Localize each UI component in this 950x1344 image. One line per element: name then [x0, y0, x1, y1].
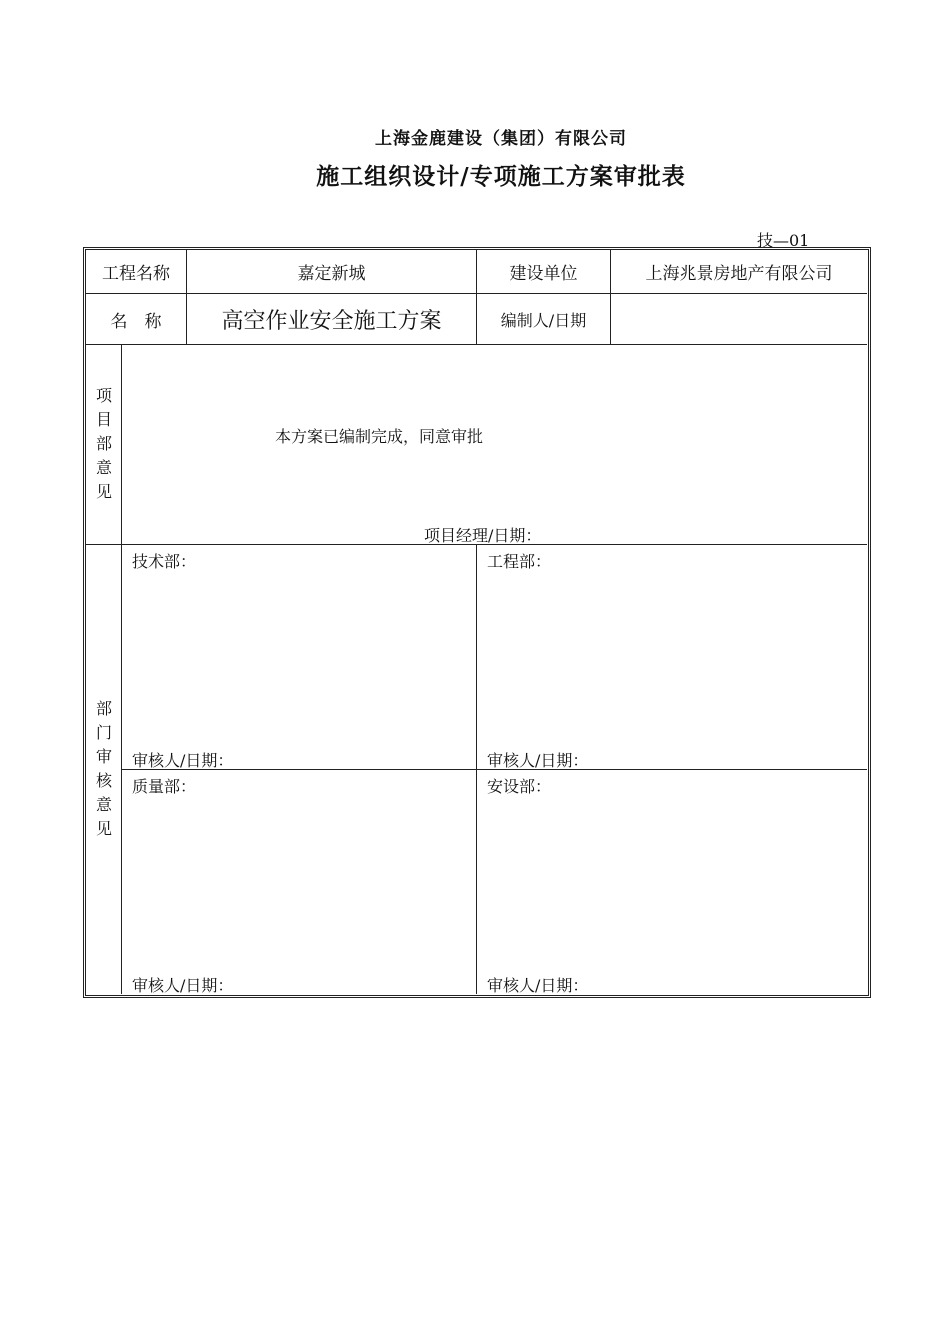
col-divider [121, 344, 122, 994]
company-name: 上海金鹿建设（集团）有限公司 [375, 129, 627, 149]
tech-reviewer-date-label: 审核人/日期： [132, 751, 234, 770]
builder-value: 上海兆景房地产有限公司 [645, 264, 833, 284]
form-title: 施工组织设计/专项施工方案审批表 [316, 163, 686, 190]
side-char: 部 [95, 699, 112, 718]
eng-reviewer-date-label: 审核人/日期： [487, 751, 589, 770]
side-char: 意 [95, 795, 112, 814]
compiler-label: 编制人/日期 [500, 310, 587, 330]
dept-review-side-label [92, 697, 116, 841]
row-divider [86, 344, 867, 345]
safety-dept-label: 安设部： [487, 777, 552, 796]
safety-reviewer-date-label: 审核人/日期： [487, 976, 589, 995]
side-char: 门 [95, 723, 112, 742]
eng-dept-label: 工程部： [487, 552, 552, 571]
project-name-value: 嘉定新城 [297, 264, 366, 284]
compiler-value[interactable] [611, 294, 867, 344]
name-label: 名 称 [110, 311, 162, 332]
side-char: 项 [95, 386, 112, 405]
project-name-label: 工程名称 [102, 264, 170, 284]
plan-name-value: 高空作业安全施工方案 [221, 308, 442, 334]
side-char: 意 [95, 458, 112, 477]
quality-dept-label: 质量部： [132, 777, 197, 796]
project-dept-opinion: 本方案已编制完成，同意审批 [275, 427, 484, 446]
approval-table [85, 249, 869, 996]
side-char: 见 [95, 482, 112, 501]
side-char: 审 [95, 747, 112, 766]
tech-dept-label: 技术部： [132, 552, 197, 571]
side-char: 核 [95, 771, 112, 790]
project-manager-date-label: 项目经理/日期： [424, 526, 542, 545]
project-dept-side-label [92, 384, 116, 504]
builder-label: 建设单位 [509, 264, 578, 284]
form-code: 技—01 [757, 231, 810, 250]
col-divider [476, 544, 477, 994]
side-char: 见 [95, 819, 112, 838]
side-char: 目 [95, 410, 112, 429]
quality-reviewer-date-label: 审核人/日期： [132, 976, 234, 995]
side-char: 部 [95, 434, 112, 453]
